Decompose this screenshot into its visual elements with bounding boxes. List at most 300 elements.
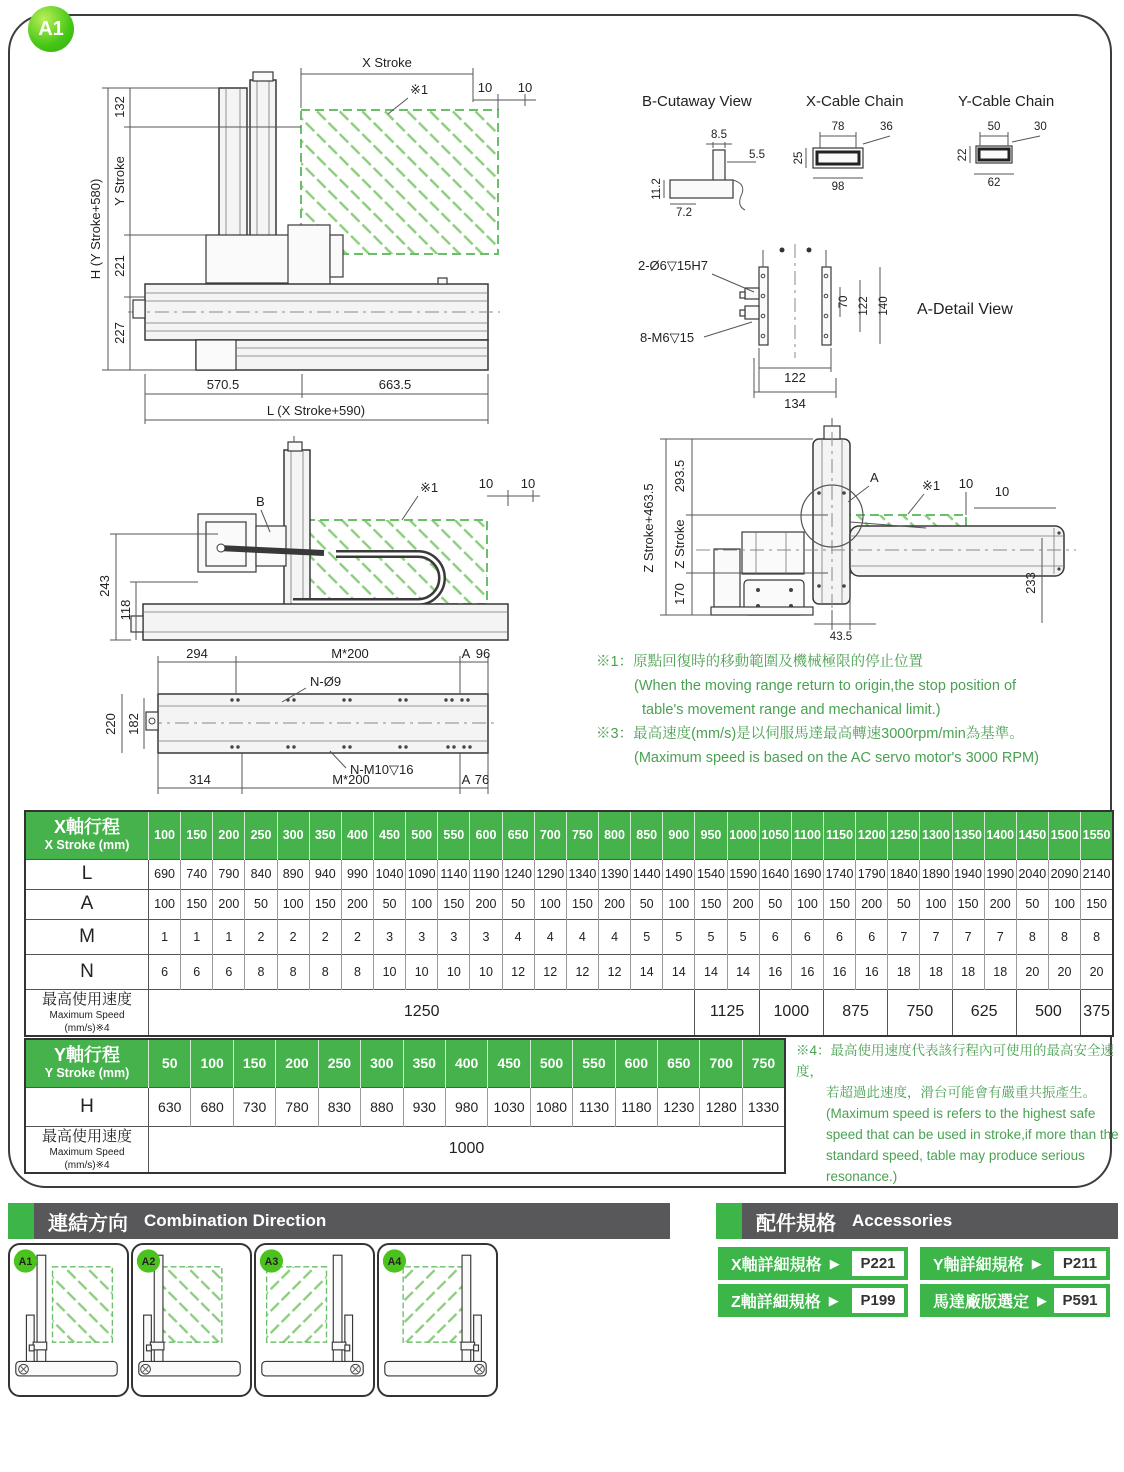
n-value-cell: 20 [1081,954,1113,989]
dim-x-36: 36 [880,121,893,133]
max-speed-zh: 最高使用速度 [41,990,132,1008]
accessory-button-z-axis[interactable] [718,1284,908,1317]
l-value-cell: 840 [245,859,277,889]
dim-220: 220 [103,713,118,735]
combination-title-en: Combination Direction [144,1211,327,1230]
n-value-cell: 6 [181,954,213,989]
n-value-cell: 6 [213,954,245,989]
y-stroke-header-cell: 200 [276,1039,318,1087]
dim-x-stroke: X Stroke [362,55,412,70]
n-value-cell: 10 [406,954,438,989]
h-value-cell: 1130 [573,1087,615,1126]
label-hole1: 2-Ø6▽15H7 [638,258,708,273]
x-stroke-header-cell: 200 [213,811,245,859]
a-detail-title: A-Detail View [917,301,1013,318]
dim-2935: 293.5 [672,459,687,493]
n-value-cell: 10 [470,954,502,989]
m-value-cell: 7 [888,919,920,954]
dim-z-total: Z Stroke+463.5 [641,483,656,573]
a-value-cell: 50 [759,889,791,919]
l-value-cell: 790 [213,859,245,889]
label-hole2: 8-M6▽15 [640,330,695,345]
l-value-cell: 940 [309,859,341,889]
accessory-button-motor[interactable] [920,1284,1110,1317]
combination-direction-header [8,1203,670,1239]
m-value-cell: 3 [438,919,470,954]
thumb-a1-drawing [10,1245,123,1391]
x-stroke-header-cell: 1050 [759,811,791,859]
x-stroke-header-cell: 1200 [856,811,888,859]
n-value-cell: 20 [1048,954,1080,989]
m-value-cell: 2 [245,919,277,954]
y-stroke-header-cell: 700 [700,1039,742,1087]
title-x-cable-chain: X-Cable Chain [806,93,904,110]
a-value-cell: 150 [823,889,855,919]
n-value-cell: 10 [438,954,470,989]
n-value-cell: 16 [759,954,791,989]
h-value-cell: 780 [276,1087,318,1126]
dim-h-label: H (Y Stroke+580) [88,178,103,280]
h-value-cell: 930 [403,1087,445,1126]
m-value-cell: 4 [598,919,630,954]
a-value-cell: 150 [438,889,470,919]
x-max-speed-cell: 875 [823,989,887,1036]
dim-294: 294 [186,648,208,661]
a-value-cell: 150 [181,889,213,919]
h-value-cell: 1030 [488,1087,530,1126]
l-value-cell: 1290 [534,859,566,889]
dim-y-50: 50 [987,121,1001,133]
dim-435: 43.5 [829,631,853,643]
a-value-cell: 50 [1016,889,1048,919]
arrow-right-icon: ▶ [1031,1255,1042,1271]
a-value-cell: 50 [502,889,534,919]
m-value-cell: 8 [1016,919,1048,954]
m-value-cell: 8 [1081,919,1113,954]
page-ref-badge: P221 [852,1251,904,1276]
n-value-cell: 14 [695,954,727,989]
y-cable-chain-section [957,121,1047,189]
thumb-badge-a2: A2 [141,1255,156,1268]
row-label-H: H [25,1087,149,1126]
m-value-cell: 4 [502,919,534,954]
thumb-badge-a1: A1 [18,1255,33,1268]
a-value-cell: 100 [920,889,952,919]
a-value-cell: 200 [341,889,373,919]
x-stroke-header-cell: 650 [502,811,534,859]
x-stroke-header-cell: 1000 [727,811,759,859]
m-value-cell: 4 [566,919,598,954]
a-value-cell: 200 [470,889,502,919]
n-value-cell: 8 [277,954,309,989]
n-value-cell: 16 [791,954,823,989]
n-value-cell: 18 [952,954,984,989]
dim-663: 663.5 [378,377,412,392]
a-value-cell: 50 [631,889,663,919]
n-value-cell: 14 [727,954,759,989]
row-label-N: N [25,954,149,989]
dim-m200-top: M*200 [331,648,369,661]
a-value-cell: 200 [598,889,630,919]
n-value-cell: 12 [566,954,598,989]
l-value-cell: 1840 [888,859,920,889]
label-b: B [256,494,265,509]
dim-227: 227 [112,322,127,344]
dim-x-78: 78 [831,121,845,133]
m-value-cell: 2 [277,919,309,954]
arrow-right-icon: ▶ [828,1292,839,1308]
accessory-button-y-axis[interactable] [920,1247,1110,1280]
dim-x-25: 25 [793,151,805,165]
x-stroke-header-cell: 950 [695,811,727,859]
a-value-cell: 100 [791,889,823,919]
side-dim10b: 10 [520,476,536,491]
green-square-icon [8,1203,34,1239]
y-max-speed-en: Maximum Speed (mm/s)※4 [49,1146,125,1171]
note3-zh: ※3：最高速度(mm/s)是以伺服馬達最高轉速3000rpm/min為基準。 [596,726,1024,742]
dim-b-85: 8.5 [711,129,727,141]
front-view-drawing [88,52,603,432]
x-stroke-header-cell: 1350 [952,811,984,859]
y-stroke-header-cell: 350 [403,1039,445,1087]
l-value-cell: 1340 [566,859,598,889]
l-value-cell: 890 [277,859,309,889]
dim-x-98: 98 [831,181,845,193]
y-stroke-header-cell: 250 [318,1039,360,1087]
n-value-cell: 14 [631,954,663,989]
l-value-cell: 1440 [631,859,663,889]
l-value-cell: 740 [181,859,213,889]
thumb-badge-a3: A3 [264,1255,279,1268]
x-stroke-header-cell: 850 [631,811,663,859]
a-value-cell: 200 [727,889,759,919]
side-view-drawing [88,436,546,652]
x-stroke-header-cell: 700 [534,811,566,859]
x-stroke-header-cell: 1550 [1081,811,1113,859]
n-value-cell: 8 [309,954,341,989]
m-value-cell: 7 [920,919,952,954]
m-value-cell: 4 [534,919,566,954]
drawing-notes [596,650,1120,770]
dim-96: 96 [475,648,491,661]
dim-10a: 10 [477,80,493,95]
dim-10b: 10 [517,80,533,95]
note4-block [796,1040,1122,1187]
l-value-cell: 1940 [952,859,984,889]
n-value-cell: 12 [598,954,630,989]
a-value-cell: 50 [245,889,277,919]
y-stroke-header-cell: 300 [361,1039,403,1087]
dim-243: 243 [97,575,112,597]
m-value-cell: 6 [823,919,855,954]
arrow-right-icon: ▶ [1037,1292,1048,1308]
l-value-cell: 1740 [823,859,855,889]
l-value-cell: 690 [149,859,181,889]
n-value-cell: 14 [663,954,695,989]
dim-y-30: 30 [1034,121,1047,133]
y-table-subtitle: Y Stroke (mm) [44,1066,130,1081]
l-value-cell: 1190 [470,859,502,889]
l-value-cell: 1990 [984,859,1016,889]
h-value-cell: 880 [361,1087,403,1126]
x-stroke-table [24,810,1114,1037]
x-cable-chain-section [793,121,893,193]
accessories-header [716,1203,1118,1239]
x-max-speed-cell: 500 [1016,989,1080,1036]
accessory-label: Z軸詳細規格 [731,1294,821,1311]
y-table-corner [25,1039,149,1087]
note1-en1: (When the moving range return to origin,the stop position of [634,678,1017,694]
combination-thumb-a3 [254,1243,375,1397]
y-stroke-table [24,1038,786,1174]
model-badge [28,6,74,52]
x-table-corner [25,811,149,859]
l-value-cell: 2140 [1081,859,1113,889]
x-stroke-header-cell: 1500 [1048,811,1080,859]
l-value-cell: 1590 [727,859,759,889]
l-value-cell: 1040 [373,859,405,889]
h-value-cell: 680 [191,1087,233,1126]
combination-title-zh: 連結方向 [48,1212,128,1235]
x-stroke-header-cell: 400 [341,811,373,859]
m-value-cell: 7 [984,919,1016,954]
x-stroke-header-cell: 1250 [888,811,920,859]
m-value-cell: 2 [341,919,373,954]
dim-122-inner: 122 [858,296,870,316]
dim-l-label: L (X Stroke+590) [266,403,366,418]
n-value-cell: 18 [920,954,952,989]
y-stroke-header-cell: 150 [233,1039,275,1087]
note3-en: (Maximum speed is based on the AC servo motor's 3000 RPM) [634,750,1039,766]
h-value-cell: 630 [149,1087,191,1126]
note4-en4: resonance.) [826,1169,898,1184]
a-value-cell: 150 [952,889,984,919]
a-value-cell: 150 [566,889,598,919]
arrow-right-icon: ▶ [829,1255,840,1271]
dim-233: 233 [1023,572,1038,594]
row-label-M: M [25,919,149,954]
dim-570: 570.5 [206,377,240,392]
n-value-cell: 16 [823,954,855,989]
z-ref1: ※1 [922,478,941,493]
n-value-cell: 20 [1016,954,1048,989]
a-value-cell: 100 [277,889,309,919]
y-stroke-header-cell: 100 [191,1039,233,1087]
l-value-cell: 1390 [598,859,630,889]
x-stroke-header-cell: 550 [438,811,470,859]
thumb-badge-a4: A4 [387,1255,402,1268]
row-label-y-max-speed [25,1126,149,1173]
h-value-cell: 1280 [700,1087,742,1126]
y-stroke-header-cell: 550 [573,1039,615,1087]
n-value-cell: 8 [245,954,277,989]
accessories-title-zh: 配件規格 [756,1212,836,1235]
note1-zh: ※1：原點回復時的移動範圍及機械極限的停止位置 [596,654,924,670]
l-value-cell: 1890 [920,859,952,889]
m-value-cell: 2 [309,919,341,954]
z-dim10b: 10 [994,484,1010,499]
l-value-cell: 2090 [1048,859,1080,889]
dim-b-55: 5.5 [749,149,765,161]
h-value-cell: 1180 [615,1087,657,1126]
y-stroke-header-cell: 600 [615,1039,657,1087]
x-stroke-header-cell: 900 [663,811,695,859]
x-max-speed-cell: 750 [888,989,952,1036]
dim-y-62: 62 [987,177,1001,189]
note4-en3: standard speed, table may produce serious [826,1148,1085,1163]
a-value-cell: 150 [309,889,341,919]
n-value-cell: 18 [888,954,920,989]
z-dim10a: 10 [958,476,974,491]
y-stroke-header-cell: 450 [488,1039,530,1087]
h-value-cell: 830 [318,1087,360,1126]
a-value-cell: 200 [984,889,1016,919]
h-value-cell: 1080 [530,1087,572,1126]
m-value-cell: 5 [727,919,759,954]
x-stroke-header-cell: 450 [373,811,405,859]
x-max-speed-cell: 625 [952,989,1016,1036]
y-stroke-header-cell: 500 [530,1039,572,1087]
x-stroke-header-cell: 1300 [920,811,952,859]
m-value-cell: 5 [663,919,695,954]
dim-b-112: 11.2 [651,178,663,200]
x-stroke-header-cell: 350 [309,811,341,859]
plate-outline [146,694,498,753]
a-value-cell: 100 [406,889,438,919]
m-value-cell: 3 [470,919,502,954]
l-value-cell: 1790 [856,859,888,889]
x-table-title: X軸行程 [53,817,120,838]
label-a: A [870,470,879,485]
dim-a-bottom: A [461,772,471,787]
a-value-cell: 100 [149,889,181,919]
n-value-cell: 18 [984,954,1016,989]
n-value-cell: 8 [341,954,373,989]
m-value-cell: 1 [181,919,213,954]
label-n-o9: N-Ø9 [310,674,342,689]
thumb-a3-drawing [256,1245,369,1391]
x-stroke-header-cell: 150 [181,811,213,859]
accessory-label: 馬達廠版選定 [933,1294,1030,1311]
m-value-cell: 8 [1048,919,1080,954]
l-value-cell: 1090 [406,859,438,889]
note1-en2: table's movement range and mechanical limit.) [642,702,941,718]
h-value-cell: 1330 [742,1087,785,1126]
note4-en2: speed that can be used in stroke,if more than the [826,1127,1119,1142]
m-value-cell: 6 [856,919,888,954]
x-stroke-header-cell: 600 [470,811,502,859]
l-value-cell: 1140 [438,859,470,889]
accessory-label: X軸詳細規格 [731,1257,822,1274]
x-stroke-header-cell: 1450 [1016,811,1048,859]
label-n-m10: N-M10▽16 [350,762,414,777]
plate-view-drawing [98,648,530,810]
dim-m200-bottom: M*200 [332,772,370,787]
m-value-cell: 3 [406,919,438,954]
x-table-subtitle: X Stroke (mm) [44,838,130,853]
h-value-cell: 730 [233,1087,275,1126]
dim-76: 76 [474,772,490,787]
accessory-button-x-axis[interactable] [718,1247,908,1280]
x-stroke-header-cell: 1150 [823,811,855,859]
x-stroke-header-cell: 1100 [791,811,823,859]
x-stroke-header-cell: 1400 [984,811,1016,859]
a-value-cell: 50 [373,889,405,919]
cutaway-views-drawing [628,86,1120,238]
x-max-speed-cell: 1250 [149,989,695,1036]
green-square-icon [716,1203,742,1239]
thumb-a2-drawing [133,1245,246,1391]
ref1-marker: ※1 [410,82,429,97]
title-y-cable-chain: Y-Cable Chain [958,93,1055,110]
a-value-cell: 50 [888,889,920,919]
x-max-speed-cell: 1125 [695,989,759,1036]
y-stroke-header-cell: 750 [742,1039,785,1087]
dim-y-22: 22 [957,148,969,162]
y-max-speed-zh: 最高使用速度 [41,1127,132,1145]
title-b-cutaway: B-Cutaway View [642,93,752,110]
l-value-cell: 1540 [695,859,727,889]
l-value-cell: 1240 [502,859,534,889]
m-value-cell: 6 [791,919,823,954]
accessories-title-en: Accessories [852,1211,953,1230]
h-value-cell: 980 [445,1087,487,1126]
y-stroke-header-cell: 50 [149,1039,191,1087]
a-value-cell: 150 [695,889,727,919]
dim-z-stroke: Z Stroke [672,519,687,569]
x-stroke-header-cell: 100 [149,811,181,859]
row-label-A: A [25,889,149,919]
dim-118: 118 [118,599,133,621]
m-value-cell: 5 [695,919,727,954]
note4-zh2: 若超過此速度，滑台可能會有嚴重共振產生。 [826,1085,1096,1100]
a-value-cell: 200 [213,889,245,919]
n-value-cell: 10 [373,954,405,989]
combination-thumb-a1 [8,1243,129,1397]
dim-a-top: A [461,648,471,661]
note4-zh1: ※4：最高使用速度代表該行程內可使用的最高安全速度， [796,1043,1115,1079]
l-value-cell: 1690 [791,859,823,889]
n-value-cell: 12 [502,954,534,989]
dim-b-72: 7.2 [676,207,692,219]
page-ref-badge: P199 [852,1288,904,1313]
dim-132: 132 [112,96,127,118]
x-max-speed-cell: 1000 [759,989,823,1036]
x-stroke-header-cell: 800 [598,811,630,859]
a-value-cell: 100 [1048,889,1080,919]
m-value-cell: 3 [373,919,405,954]
note4-en1: (Maximum speed is refers to the highest safe [826,1106,1096,1121]
page-ref-badge: P591 [1054,1288,1106,1313]
a-detail-plates [740,250,831,345]
a-value-cell: 100 [534,889,566,919]
page-ref-badge: P211 [1054,1251,1106,1276]
l-value-cell: 1490 [663,859,695,889]
dim-134: 134 [784,396,806,411]
y-stroke-header-cell: 400 [445,1039,487,1087]
x-stroke-header-cell: 300 [277,811,309,859]
l-value-cell: 2040 [1016,859,1048,889]
combination-thumb-a4 [377,1243,498,1397]
h-value-cell: 1230 [658,1087,700,1126]
y-table-title: Y軸行程 [53,1045,120,1066]
n-value-cell: 6 [149,954,181,989]
b-cutaway-profile [651,129,765,219]
accessory-label: Y軸詳細規格 [933,1257,1024,1274]
x-stroke-header-cell: 250 [245,811,277,859]
z-axis-view-drawing [636,418,1118,658]
n-value-cell: 12 [534,954,566,989]
